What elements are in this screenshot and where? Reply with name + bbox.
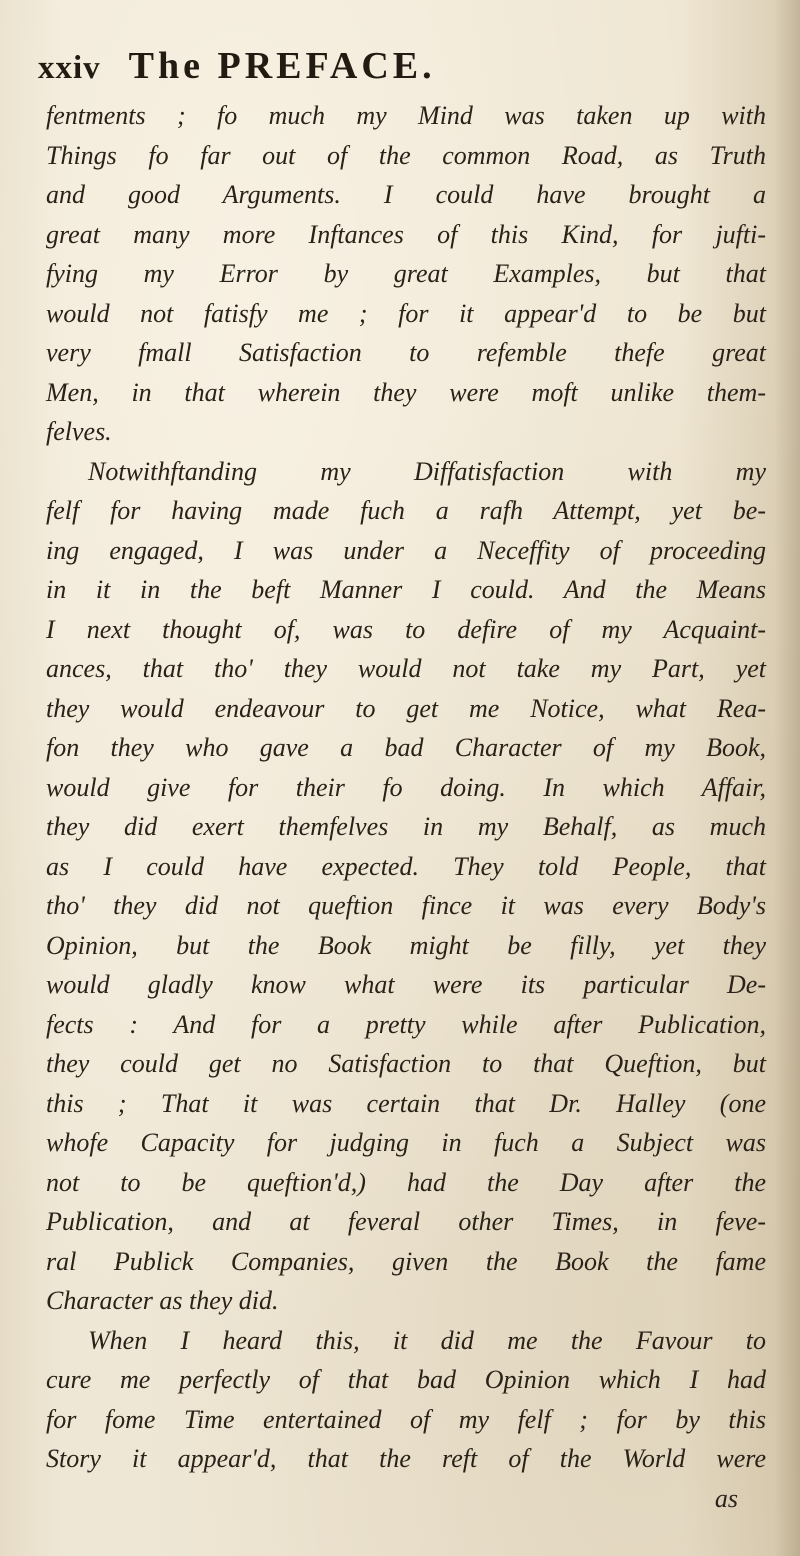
text-line: Opinion, but the Book might be filly, yet they [46,930,766,960]
text-line: would give for their fo doing. In which Affair, [46,772,766,802]
text-line: cure me perfectly of that bad Opinion which I had [46,1365,766,1394]
text-line: in it in the beft Manner I could. And the Means [46,575,766,604]
text-line: great many more Inftances of this Kind, for jufti- [46,219,766,249]
text-line: very fmall Satisfaction to refemble thefe great [46,338,766,367]
text-line: Character as they did. [46,1286,279,1315]
text-line: ances, that tho' they would not take my Part, yet [46,654,766,683]
text-line: as [714,1483,738,1513]
text-line: would not fatisfy me ; for it appear'd to be but [46,298,766,328]
running-title: The PREFACE. [128,45,436,87]
text-line: they would endeavour to get me Notice, what Rea- [46,693,766,723]
text-line: tho' they did not queftion fince it was every Body's [46,891,766,920]
page-header [38,44,758,100]
text-line: they did exert themfelves in my Behalf, as much [46,812,766,841]
text-line: felves. [46,417,112,446]
text-line: felf for having made fuch a rafh Attempt, yet be- [46,496,766,525]
text-line: not to be queftion'd,) had the Day after the [46,1167,766,1197]
text-line: Story it appear'd, that the reft of the World were [46,1444,766,1473]
body-text [46,96,766,1518]
text-line: When I heard this, it did me the Favour to [88,1325,766,1355]
text-line: fentments ; fo much my Mind was taken up with [46,101,766,130]
page-number: xxiv [38,50,101,86]
text-line: as I could have expected. They told People, that [46,851,766,881]
text-line: fon they who gave a bad Character of my Book, [46,733,766,762]
text-line: I next thought of, was to defire of my Acquaint- [46,614,766,644]
text-line: would gladly know what were its particular De- [46,970,766,999]
text-line: ral Publick Companies, given the Book the fame [46,1246,766,1276]
text-line: ing engaged, I was under a Neceffity of proceeding [46,535,766,565]
text-line: and good Arguments. I could have brought a [46,180,766,209]
text-line: for fome Time entertained of my felf ; for by this [46,1404,766,1434]
text-line: Things fo far out of the common Road, as Truth [46,140,766,170]
text-line: Notwithftanding my Diffatisfaction with my [88,456,766,486]
text-line: whofe Capacity for judging in fuch a Subject was [46,1128,766,1157]
text-line: fects : And for a pretty while after Publication, [46,1009,766,1039]
text-line: Men, in that wherein they were moft unlike them- [46,377,766,407]
text-line: Publication, and at feveral other Times, in feve- [46,1207,766,1236]
text-line: fying my Error by great Examples, but that [46,259,766,288]
text-line: they could get no Satisfaction to that Queftion, but [46,1049,766,1078]
page-edge-shadow [774,0,800,1556]
text-line: this ; That it was certain that Dr. Halley (one [46,1088,766,1118]
